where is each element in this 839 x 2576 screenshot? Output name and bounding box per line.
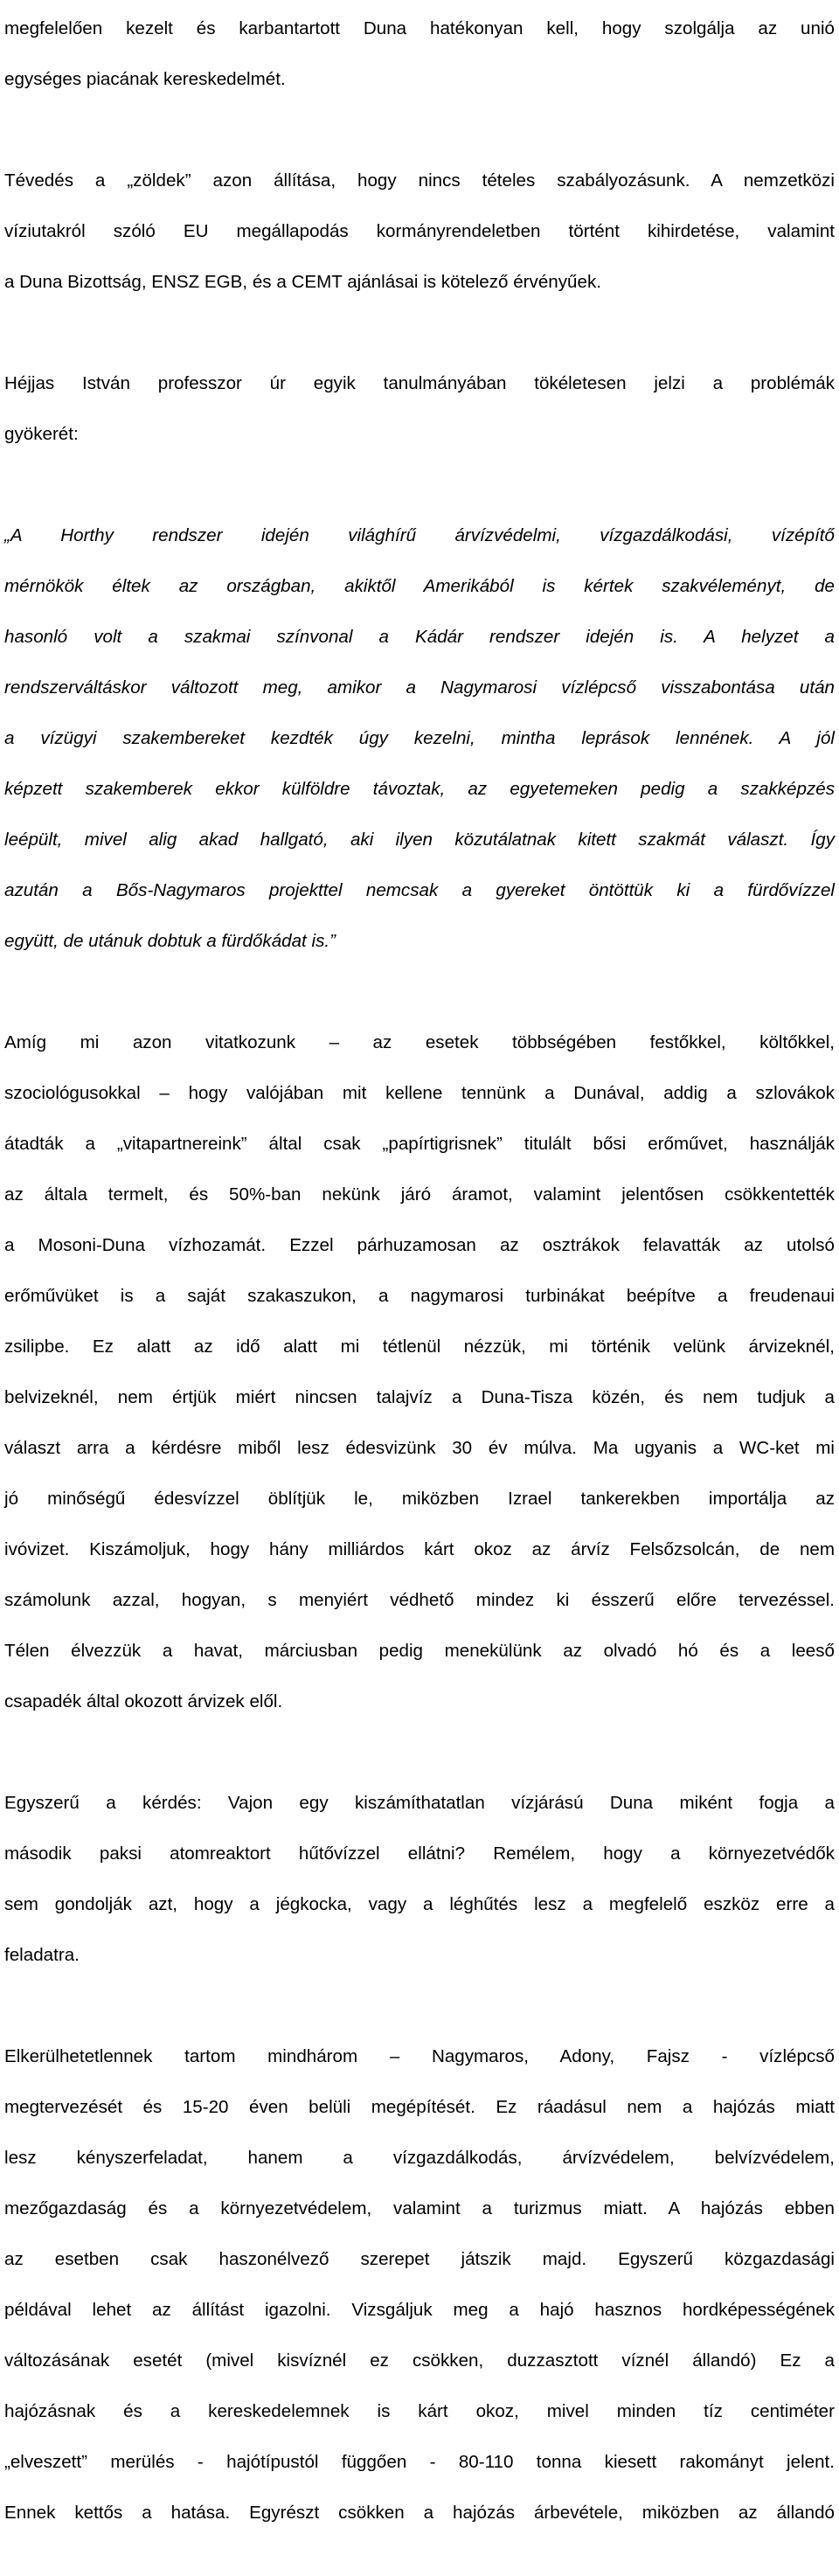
- text-line: Tévedés a „zöldek” azon állítása, hogy nincs tételes szabályozásunk. A nemzetközi: [4, 170, 835, 191]
- text-line: csapadék által okozott árvizek elől.: [4, 1691, 283, 1712]
- text-line: választ arra a kérdésre miből lesz édesvizünk 30 év múlva. Ma ugyanis a WC-ket mi: [4, 1438, 835, 1458]
- text-line: ivóvizet. Kiszámoljuk, hogy hány milliárdos kárt okoz az árvíz Felsőzsolcán, de nem: [4, 1539, 835, 1559]
- text-line: azután a Bős-Nagymaros projekttel nemcsak a gyereket öntöttük ki a fürdővízzel: [4, 880, 835, 900]
- text-line: számolunk azzal, hogyan, s menyiért védhető mindez ki ésszerű előre tervezéssel.: [4, 1590, 835, 1610]
- paragraph-quotation: [4, 497, 835, 979]
- text-line: Amíg mi azon vitatkozunk – az esetek többségében festőkkel, költőkkel,: [4, 1032, 835, 1052]
- text-line: az esetben csak haszonélvező szerepet játszik majd. Egyszerű közgazdasági: [4, 2249, 835, 2269]
- text-line: hajózásnak és a kereskedelemnek is kárt okoz, mivel minden tíz centiméter: [4, 2401, 835, 2421]
- text-line: szociológusokkal – hogy valójában mit kellene tennünk a Dunával, addig a szlovákok: [4, 1083, 835, 1103]
- paragraph-dam-plan: [4, 2018, 835, 2551]
- text-line: hasonló volt a szakmai színvonal a Kádár rendszer idején is. A helyzet a: [4, 627, 835, 647]
- text-line: gyökerét:: [4, 424, 79, 444]
- text-line: Télen élvezzük a havat, márciusban pedig menekülünk az olvadó hó és a leeső: [4, 1641, 835, 1661]
- paragraph-regulation: [4, 142, 835, 320]
- text-line: egységes piacának kereskedelmét.: [4, 69, 286, 89]
- text-line: megfelelően kezelt és karbantartott Duna hatékonyan kell, hogy szolgálja az unió: [4, 18, 835, 38]
- text-line: sem gondolják azt, hogy a jégkocka, vagy a léghűtés lesz a megfelelő eszköz erre a: [4, 1894, 835, 1914]
- paragraph-debate: [4, 1004, 835, 1739]
- text-line: példával lehet az állítást igazolni. Vizsgáljuk meg a hajó hasznos hordképességének: [4, 2300, 835, 2320]
- text-line: Héjjas István professzor úr egyik tanulmányában tökéletesen jelzi a problémák: [4, 373, 835, 393]
- text-line: a Duna Bizottság, ENSZ EGB, és a CEMT ajánlásai is kötelező érvényűek.: [4, 272, 601, 292]
- document-body: [4, 0, 835, 2576]
- text-line: erőművüket is a saját szakaszukon, a nagymarosi turbinákat beépítve a freudenaui: [4, 1286, 835, 1306]
- text-line: a vízügyi szakembereket kezdték úgy kezelni, mintha leprások lennének. A jól: [4, 728, 835, 748]
- text-line: „elveszett” merülés - hajótípustól függően - 80-110 tonna kiesett rakományt jelent.: [4, 2452, 835, 2472]
- paragraph-paks-question: [4, 1765, 835, 1993]
- text-line: a Mosoni-Duna vízhozamát. Ezzel párhuzamosan az osztrákok felavatták az utolsó: [4, 1235, 835, 1255]
- text-line: Egyszerű a kérdés: Vajon egy kiszámíthatatlan vízjárású Duna miként fogja a: [4, 1793, 835, 1813]
- text-line: változásának esetét (mivel kisvíznél ez csökken, duzzasztott víznél állandó) Ez a: [4, 2350, 835, 2371]
- text-line: együtt, de utánuk dobtuk a fürdőkádat is.”: [4, 931, 336, 951]
- text-line: zsilipbe. Ez alatt az idő alatt mi tétlenül nézzük, mi történik velünk árvizeknél,: [4, 1337, 835, 1357]
- text-line: jó minőségű édesvízzel öblítjük le, miközben Izrael tankerekben importálja az: [4, 1489, 835, 1509]
- text-line: belvizeknél, nem értjük miért nincsen talajvíz a Duna-Tisza közén, és nem tudjuk a: [4, 1387, 835, 1407]
- text-line: mérnökök éltek az országban, akiktől Amerikából is kértek szakvéleményt, de: [4, 576, 835, 596]
- text-line: Ennek kettős a hatása. Egyrészt csökken a hajózás árbevétele, miközben az állandó: [4, 2503, 835, 2523]
- text-line: átadták a „vitapartnereink” által csak „papírtigrisnek” titulált bősi erőművet, használják: [4, 1134, 835, 1154]
- text-line: Elkerülhetetlennek tartom mindhárom – Nagymaros, Adony, Fajsz - vízlépcső: [4, 2046, 835, 2066]
- text-line: mezőgazdaság és a környezetvédelem, valamint a turizmus miatt. A hajózás ebben: [4, 2198, 835, 2218]
- paragraph-hejjas-intro: [4, 345, 835, 472]
- text-line: víziutakról szóló EU megállapodás kormányrendeletben történt kihirdetése, valamint: [4, 221, 835, 241]
- text-line: második paksi atomreaktort hűtővízzel ellátni? Remélem, hogy a környezetvédők: [4, 1843, 835, 1864]
- text-line: „A Horthy rendszer idején világhírű árvízvédelmi, vízgazdálkodási, vízépítő: [4, 525, 835, 545]
- text-line: lesz kényszerfeladat, hanem a vízgazdálkodás, árvízvédelem, belvízvédelem,: [4, 2148, 835, 2168]
- text-line: leépült, mivel alig akad hallgató, aki ilyen közutálatnak kitett szakmát választ. Így: [4, 830, 835, 850]
- paragraph-eu-market: [4, 0, 835, 117]
- text-line: megtervezését és 15-20 éven belüli megépítését. Ez ráadásul nem a hajózás miatt: [4, 2097, 835, 2117]
- text-line: képzett szakemberek ekkor külföldre távoztak, az egyetemeken pedig a szakképzés: [4, 779, 835, 799]
- text-line: feladatra.: [4, 1945, 80, 1965]
- text-line: rendszerváltáskor változott meg, amikor a Nagymarosi vízlépcső visszabontása után: [4, 677, 835, 698]
- text-line: az általa termelt, és 50%-ban nekünk járó áramot, valamint jelentősen csökkentették: [4, 1184, 835, 1205]
